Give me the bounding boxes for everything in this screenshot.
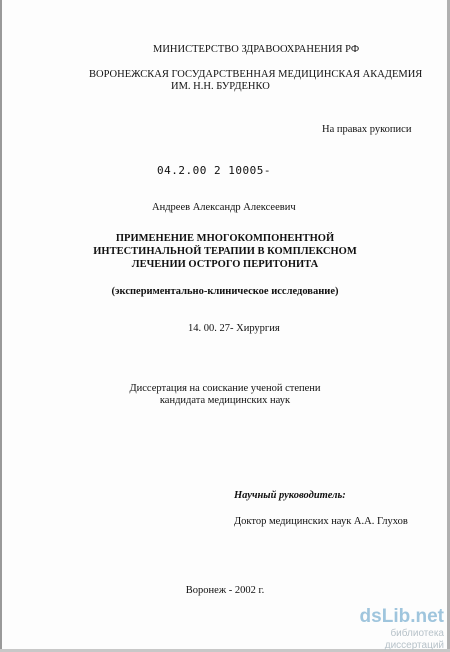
dslib-watermark-logo xyxy=(344,606,444,651)
degree-line: Диссертация на соискание ученой степени xyxy=(129,383,321,394)
supervisor-name: Доктор медицинских наук А.А. Глухов xyxy=(234,516,408,527)
dissertation-title-line: ИНТЕСТИНАЛЬНОЙ ТЕРАПИИ В КОМПЛЕКСНОМ xyxy=(93,246,357,257)
dissertation-title-line: ЛЕЧЕНИИ ОСТРОГО ПЕРИТОНИТА xyxy=(131,259,319,270)
rights-note: На правах рукописи xyxy=(322,124,412,135)
watermark-title: dsLib.net xyxy=(359,606,444,627)
academy-heading: ВОРОНЕЖСКАЯ ГОСУДАРСТВЕННАЯ МЕДИЦИНСКАЯ АКАДЕМИЯ xyxy=(89,69,423,80)
place-and-date: Воронеж - 2002 г. xyxy=(185,585,265,596)
page-edge-shadow xyxy=(0,0,2,652)
supervisor-label: Научный руководитель: xyxy=(234,490,346,501)
dissertation-subtitle: (экспериментально-клиническое исследование) xyxy=(111,286,339,297)
specialty-code: 14. 00. 27- Хирургия xyxy=(188,323,280,334)
academy-named-after: ИМ. Н.Н. БУРДЕНКО xyxy=(171,81,270,92)
ministry-heading: МИНИСТЕРСТВО ЗДРАВООХРАНЕНИЯ РФ xyxy=(153,44,360,55)
registration-number-stamp: 04.2.00 2 10005- xyxy=(157,164,271,177)
dissertation-title-line: ПРИМЕНЕНИЕ МНОГОКОМПОНЕНТНОЙ xyxy=(115,233,335,244)
author-name: Андреев Александр Алексеевич xyxy=(152,202,296,213)
degree-line: кандидата медицинских наук xyxy=(159,395,291,406)
watermark-subtitle: библиотека диссертаций xyxy=(384,628,444,651)
